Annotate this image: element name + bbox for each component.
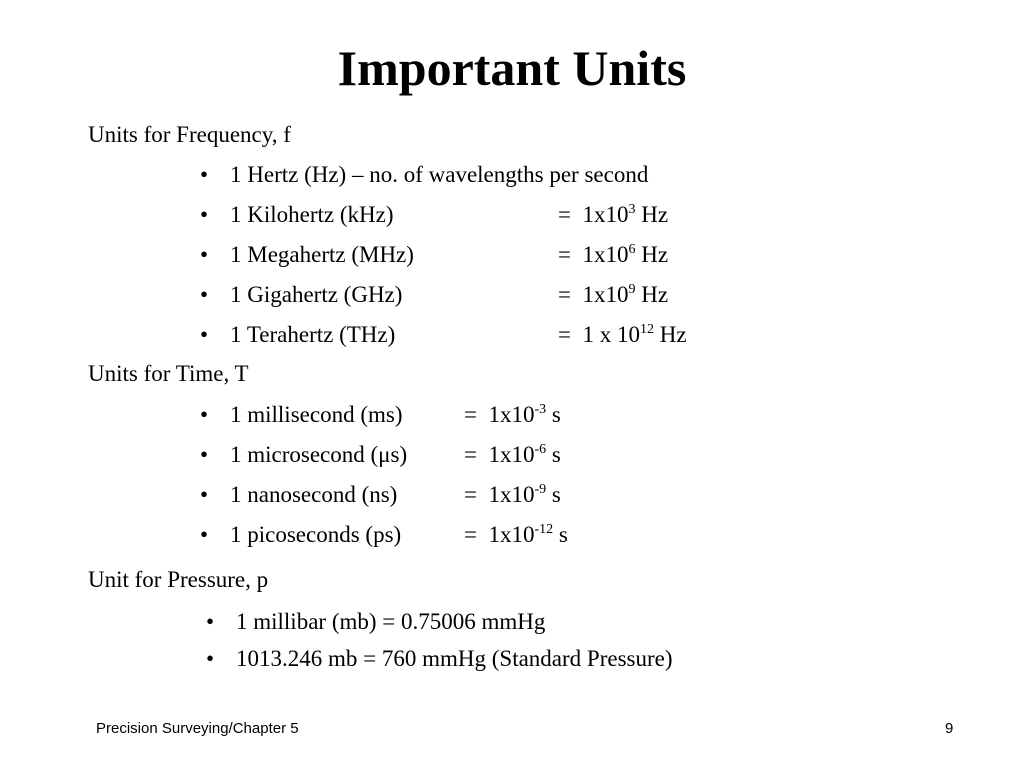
bullet-icon: •: [206, 609, 215, 634]
unit-label: 1 Megahertz (MHz): [230, 242, 414, 267]
unit-label: 1 nanosecond (ns): [230, 482, 398, 507]
unit-label: 1 millisecond (ms): [230, 402, 403, 427]
pressure-item-text: 1013.246 mb = 760 mmHg (Standard Pressure): [236, 646, 673, 671]
bullet-icon: •: [200, 402, 209, 427]
bullet-icon: •: [206, 646, 215, 671]
unit-value: = $1x10^6$ Hz: [558, 242, 669, 267]
pressure-heading: Unit for Pressure, p: [88, 567, 269, 592]
bullet-icon: •: [200, 442, 209, 467]
unit-label: 1 microsecond (μs): [230, 442, 408, 467]
bullet-icon: •: [200, 162, 209, 187]
bullet-icon: •: [200, 282, 209, 307]
frequency-heading: Units for Frequency, f: [88, 122, 291, 147]
page-number: 9: [945, 720, 954, 737]
bullet-icon: •: [200, 522, 209, 547]
time-heading: Units for Time, T: [88, 361, 249, 386]
unit-value: = 1 x $10^{12}$ Hz: [558, 322, 687, 347]
unit-value: = $1x10^{-9}$ s: [464, 482, 561, 507]
bullet-icon: •: [200, 202, 209, 227]
unit-label: 1 Gigahertz (GHz): [230, 282, 403, 307]
pressure-item-text: 1 millibar (mb) = 0.75006 mmHg: [236, 609, 546, 634]
frequency-intro-text: 1 Hertz (Hz) – no. of wavelengths per second: [230, 162, 649, 187]
unit-label: 1 picoseconds (ps): [230, 522, 402, 547]
bullet-icon: •: [200, 242, 209, 267]
bullet-icon: •: [200, 322, 209, 347]
unit-value: = $1x10^{-12}$ s: [464, 522, 568, 547]
unit-value: = $1x10^{-3}$ s: [464, 402, 561, 427]
unit-label: 1 Terahertz (THz): [230, 322, 396, 347]
unit-value: = $1x10^3$ Hz: [558, 202, 669, 227]
unit-value: = $1x10^{-6}$ s: [464, 442, 561, 467]
bullet-icon: •: [200, 482, 209, 507]
footer-course-label: Precision Surveying/Chapter 5: [96, 720, 299, 737]
slide-title: Important Units: [337, 40, 687, 96]
unit-value: = $1x10^9$ Hz: [558, 282, 669, 307]
unit-label: 1 Kilohertz (kHz): [230, 202, 394, 227]
